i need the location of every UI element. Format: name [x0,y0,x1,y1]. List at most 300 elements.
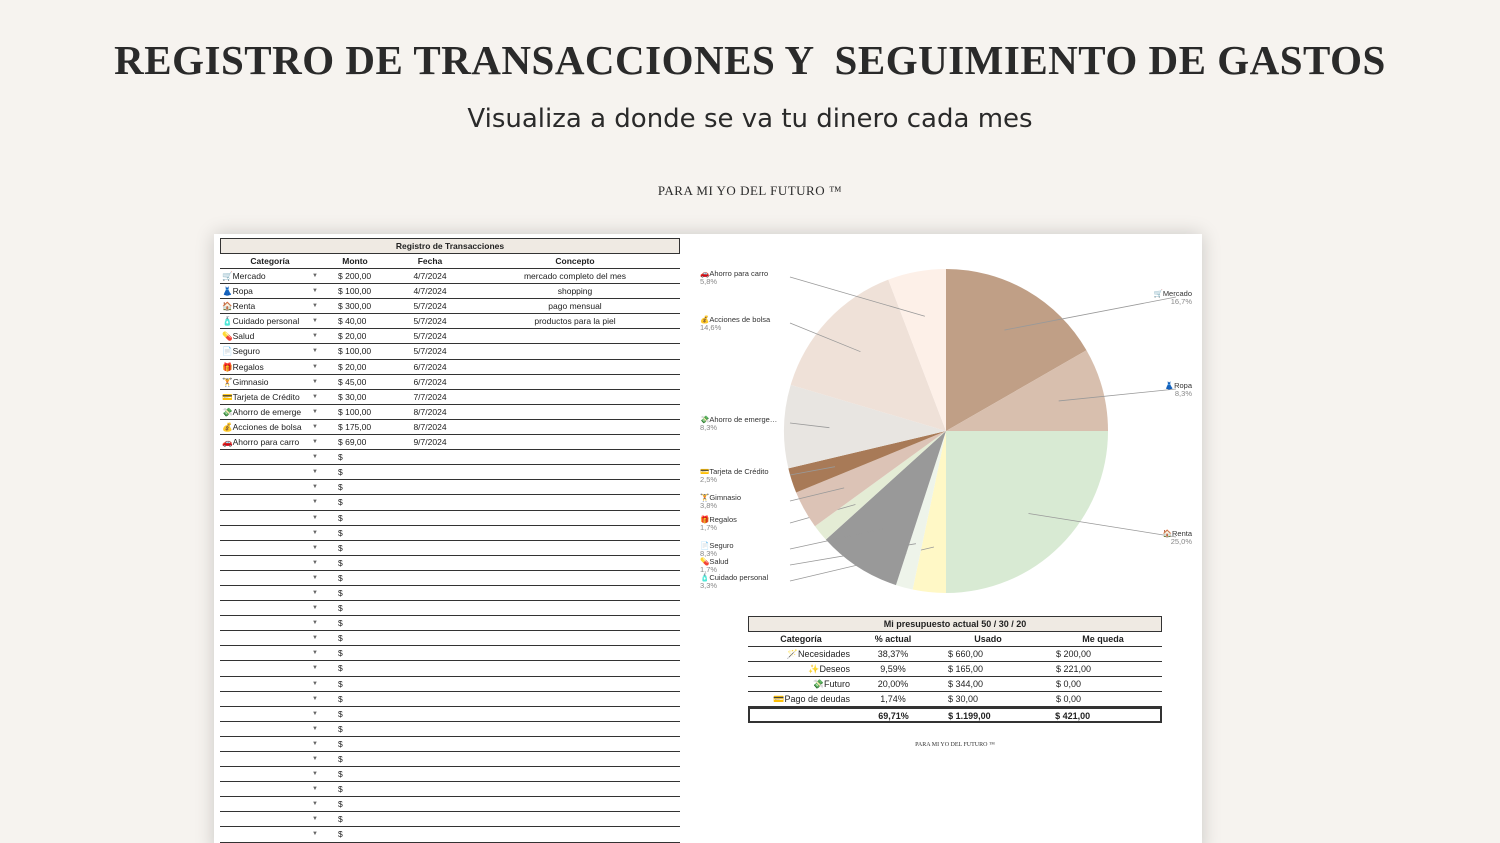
amount-cell[interactable]: $ [338,829,343,840]
pie-label-percent: 2,5% [700,475,718,484]
pie-label [700,574,768,590]
table-row [220,812,680,827]
concept-cell[interactable]: productos para la piel [534,316,616,327]
chevron-down-icon[interactable]: ▼ [312,771,318,778]
pie-label-icon: 💰 [700,315,710,324]
category-label: Cuidado personal [232,316,300,327]
sheet-brand-label: PARA MI YO DEL FUTURO ™ [915,742,995,748]
amount-cell[interactable]: $ 300,00 [338,301,372,312]
date-cell[interactable] [390,450,470,464]
date-cell[interactable]: 6/7/2024 [413,376,447,387]
chevron-down-icon[interactable]: ▼ [312,544,318,551]
category-label: Ahorro de emerge [232,406,302,417]
table-row [220,737,680,752]
amount-cell[interactable]: $ [338,512,343,523]
budget-used-cell: $ 344,00 [948,679,984,689]
brand-label: PARA MI YO DEL FUTURO ™ [657,183,843,198]
date-cell[interactable] [390,752,470,766]
category-cell[interactable] [220,827,320,841]
category-cell[interactable] [220,360,320,374]
category-icon: 📄 [222,346,233,357]
amount-cell[interactable]: $ 40,00 [338,316,367,327]
pie-label [700,468,769,484]
amount-cell[interactable]: $ [338,452,343,463]
table-row [220,541,680,556]
budget-used-cell: $ 660,00 [948,649,984,659]
pie-label-icon: 🏠 [1162,529,1172,538]
category-label: Salud [232,331,255,342]
category-cell[interactable] [220,375,320,389]
expense-pie-chart [694,248,1194,608]
category-cell[interactable] [220,465,320,479]
concept-cell[interactable] [470,390,680,404]
category-icon: 👗 [222,286,233,297]
amount-cell[interactable]: $ 45,00 [338,376,367,387]
category-label: Ropa [232,286,253,297]
amount-cell[interactable]: $ [338,648,343,659]
chevron-down-icon[interactable]: ▼ [312,454,318,461]
category-cell[interactable] [220,420,320,434]
chevron-down-icon[interactable]: ▼ [312,710,318,717]
budget-category-label: Futuro [823,679,850,689]
table-row [220,435,680,450]
budget-category-label: Pago de deudas [784,694,850,704]
pie-label-icon: 👗 [1164,381,1175,390]
date-cell[interactable] [390,767,470,781]
table-row [220,405,680,420]
pie-label [700,494,741,510]
date-cell[interactable] [390,797,470,811]
concept-cell[interactable] [470,360,680,374]
concept-cell[interactable] [470,767,680,781]
date-cell[interactable] [390,465,470,479]
amount-cell[interactable]: $ [338,769,343,780]
chevron-down-icon[interactable]: ▼ [312,273,318,279]
amount-cell[interactable]: $ [338,693,343,704]
concept-cell[interactable]: pago mensual [548,301,602,312]
concept-cell[interactable] [470,465,680,479]
table-row [220,420,680,435]
amount-cell[interactable]: $ [338,497,343,508]
table-row [220,495,680,510]
budget-header: Mi presupuesto actual 50 / 30 / 20 [748,616,1162,632]
amount-cell[interactable]: $ 69,00 [338,437,367,448]
concept-cell[interactable] [470,526,680,540]
category-cell[interactable] [220,450,320,464]
budget-column-headers [748,632,1162,647]
date-cell[interactable] [390,586,470,600]
date-cell[interactable]: 7/7/2024 [413,391,447,402]
pie-label-text: Acciones de bolsa [709,315,771,324]
category-cell[interactable] [220,571,320,585]
date-cell[interactable]: 5/7/2024 [413,301,447,312]
category-cell[interactable] [220,405,320,419]
concept-cell[interactable]: shopping [557,286,593,297]
budget-row [748,677,1162,692]
table-row [220,556,680,571]
category-icon: 🛒 [222,271,233,281]
concept-cell[interactable] [470,450,680,464]
chevron-down-icon[interactable]: ▼ [312,469,318,476]
date-cell[interactable]: 6/7/2024 [413,361,447,372]
concept-cell[interactable] [470,329,680,343]
table-row [220,631,680,646]
col-date: Fecha [417,256,443,266]
budget-category-icon: 💸 [812,679,824,689]
chevron-down-icon[interactable]: ▼ [312,605,318,612]
category-cell[interactable] [220,511,320,525]
pie-label-text: Mercado [1162,289,1192,298]
col-amount: Monto [342,256,368,266]
category-label: Gimnasio [232,376,269,387]
budget-category-icon: ✨ [808,664,820,674]
budget-category-icon: 💳 [773,694,785,704]
category-cell[interactable] [220,284,320,298]
amount-cell[interactable]: $ [338,784,343,795]
chevron-down-icon[interactable]: ▼ [312,408,318,415]
budget-used-cell: $ 30,00 [948,694,979,704]
date-cell[interactable] [390,692,470,706]
concept-cell[interactable] [470,495,680,509]
date-cell[interactable] [390,737,470,751]
amount-cell[interactable]: $ [338,587,343,598]
chevron-down-icon[interactable]: ▼ [312,393,318,400]
category-cell[interactable] [220,797,320,811]
category-icon: 🏋 [222,376,233,387]
budget-remaining-cell: $ 0,00 [1056,679,1082,689]
category-cell[interactable] [220,722,320,736]
chevron-down-icon[interactable]: ▼ [312,665,318,672]
chevron-down-icon[interactable]: ▼ [312,740,318,747]
chevron-down-icon[interactable]: ▼ [312,620,318,627]
concept-cell[interactable] [470,435,680,449]
chevron-down-icon[interactable]: ▼ [312,423,318,430]
budget-col-category: Categoría [780,634,822,644]
pie-label-text: Seguro [709,541,734,550]
category-cell[interactable] [220,480,320,494]
budget-category-cell [748,647,854,661]
concept-cell[interactable] [470,586,680,600]
category-icon: 💳 [222,391,233,402]
pie-label [700,542,734,558]
concept-cell[interactable] [470,797,680,811]
page-subtitle: Visualiza a donde se va tu dinero cada mes [467,104,1033,134]
date-cell[interactable] [390,646,470,660]
pie-label-percent: 3,8% [700,501,718,510]
category-icon: 🎁 [222,361,233,372]
category-cell[interactable] [220,344,320,358]
category-cell[interactable] [220,314,320,328]
amount-cell[interactable]: $ [338,467,343,478]
category-cell[interactable] [220,269,320,283]
concept-cell[interactable] [470,631,680,645]
chevron-down-icon[interactable]: ▼ [312,680,318,687]
amount-cell[interactable]: $ [338,754,343,764]
date-cell[interactable]: 5/7/2024 [413,346,447,357]
concept-cell[interactable] [470,707,680,721]
chevron-down-icon[interactable]: ▼ [312,514,318,521]
date-cell[interactable] [390,511,470,525]
pie-label-icon: 📄 [700,541,710,550]
date-cell[interactable] [390,526,470,540]
table-row [220,752,680,767]
concept-cell[interactable] [470,752,680,766]
category-cell[interactable] [220,646,320,660]
concept-cell[interactable] [470,420,680,434]
budget-col-remaining: Me queda [1082,634,1124,644]
table-row [220,722,680,737]
pie-label [700,516,737,532]
pie-label [700,316,770,332]
col-concept: Concepto [555,256,595,266]
date-cell[interactable]: 5/7/2024 [413,331,447,342]
chevron-down-icon[interactable]: ▼ [312,288,318,295]
date-cell[interactable] [390,556,470,570]
table-row [220,465,680,480]
budget-remaining-cell: $ 221,00 [1056,664,1092,674]
date-cell[interactable] [390,601,470,615]
category-cell[interactable] [220,299,320,313]
category-cell[interactable] [220,782,320,796]
table-row [220,269,680,284]
category-cell[interactable] [220,661,320,675]
concept-cell[interactable] [470,405,680,419]
date-cell[interactable]: 4/7/2024 [413,286,447,297]
amount-cell[interactable]: $ [338,527,343,538]
pie-label [700,416,777,432]
category-cell[interactable] [220,541,320,555]
concept-cell[interactable] [470,646,680,660]
chevron-down-icon[interactable]: ▼ [312,363,318,370]
chevron-down-icon[interactable]: ▼ [312,816,318,823]
amount-cell[interactable]: $ 200,00 [338,271,372,281]
budget-total-row [748,707,1162,723]
budget-category-icon: 🪄 [786,649,798,659]
pie-label-text: Ahorro para carro [709,269,769,278]
date-cell[interactable] [390,707,470,721]
concept-cell[interactable] [470,722,680,736]
chevron-down-icon[interactable]: ▼ [312,303,318,310]
category-cell[interactable] [220,752,320,766]
pie-label [700,558,729,574]
category-cell[interactable] [220,329,320,343]
category-cell[interactable] [220,677,320,691]
category-icon: 🧴 [222,316,233,327]
amount-cell[interactable]: $ 100,00 [338,406,372,417]
chevron-down-icon[interactable]: ▼ [312,348,318,355]
category-cell[interactable] [220,435,320,449]
chevron-down-icon[interactable]: ▼ [312,559,318,566]
chevron-down-icon[interactable]: ▼ [312,499,318,506]
category-cell[interactable] [220,707,320,721]
date-cell[interactable] [390,480,470,494]
date-cell[interactable] [390,616,470,630]
amount-cell[interactable]: $ 20,00 [338,361,367,372]
budget-row [748,662,1162,677]
category-cell[interactable] [220,390,320,404]
amount-cell[interactable]: $ [338,542,343,553]
table-row [220,450,680,465]
category-cell[interactable] [220,737,320,751]
concept-cell[interactable] [470,480,680,494]
amount-cell[interactable]: $ [338,603,343,614]
table-row [220,526,680,541]
pie-label-percent: 5,8% [700,277,718,286]
amount-cell[interactable]: $ [338,572,343,583]
chevron-down-icon[interactable]: ▼ [312,439,318,446]
concept-cell[interactable] [470,511,680,525]
chevron-down-icon[interactable]: ▼ [312,801,318,808]
concept-cell[interactable] [470,616,680,630]
chevron-down-icon[interactable]: ▼ [312,831,318,838]
category-icon: 💰 [222,421,233,432]
concept-cell[interactable] [470,344,680,358]
budget-total-category [750,709,855,721]
table-row [220,677,680,692]
date-cell[interactable]: 8/7/2024 [413,421,447,432]
budget-percent-cell: 9,59% [880,664,906,674]
category-cell[interactable] [220,526,320,540]
category-cell[interactable] [220,812,320,826]
category-label: Seguro [232,346,261,357]
date-cell[interactable] [390,571,470,585]
amount-cell[interactable]: $ 20,00 [338,331,367,342]
pie-label [1165,382,1192,398]
chevron-down-icon[interactable]: ▼ [312,756,318,762]
category-cell[interactable] [220,631,320,645]
chevron-down-icon[interactable]: ▼ [312,318,318,325]
date-cell[interactable]: 5/7/2024 [413,316,447,327]
amount-cell[interactable]: $ 100,00 [338,346,372,357]
date-cell[interactable] [390,782,470,796]
pie-label-percent: 16,7% [1170,297,1192,306]
budget-total-remaining: $ 421,00 [1055,711,1091,721]
concept-cell[interactable] [470,677,680,691]
pie-label-text: Tarjeta de Crédito [709,467,769,476]
table-row [220,767,680,782]
amount-cell[interactable]: $ 100,00 [338,286,372,297]
category-cell[interactable] [220,616,320,630]
table-row [220,375,680,390]
amount-cell[interactable]: $ [338,723,343,734]
table-row [220,571,680,586]
concept-cell[interactable] [470,827,680,841]
concept-cell[interactable] [470,737,680,751]
chevron-down-icon[interactable]: ▼ [312,786,318,793]
budget-remaining-cell: $ 200,00 [1056,649,1092,659]
chevron-down-icon[interactable]: ▼ [312,333,318,340]
pie-label-icon: 🧴 [700,573,710,582]
amount-cell[interactable]: $ [338,814,343,825]
date-cell[interactable]: 4/7/2024 [413,271,447,281]
chevron-down-icon[interactable]: ▼ [312,695,318,702]
amount-cell[interactable]: $ [338,557,343,568]
date-cell[interactable]: 9/7/2024 [413,437,447,448]
chevron-down-icon[interactable]: ▼ [312,484,318,491]
date-cell[interactable] [390,677,470,691]
date-cell[interactable] [390,661,470,675]
date-cell[interactable] [390,541,470,555]
concept-cell[interactable] [470,692,680,706]
date-cell[interactable] [390,722,470,736]
table-row [220,586,680,601]
pie-label [1163,530,1192,546]
amount-cell[interactable]: $ [338,738,343,749]
category-cell[interactable] [220,767,320,781]
category-icon: 🚗 [222,437,233,448]
category-cell[interactable] [220,586,320,600]
chevron-down-icon[interactable]: ▼ [312,589,318,596]
date-cell[interactable]: 8/7/2024 [413,406,447,417]
page-title: REGISTRO DE TRANSACCIONES Y SEGUIMIENTO DE GASTOS [114,37,1386,83]
chevron-down-icon[interactable]: ▼ [312,529,318,536]
category-cell[interactable] [220,495,320,509]
transactions-body [220,269,680,843]
amount-cell[interactable]: $ [338,708,343,719]
chevron-down-icon[interactable]: ▼ [312,725,318,732]
amount-cell[interactable]: $ [338,633,343,644]
pie-label-percent: 3,3% [700,581,718,590]
table-row [220,329,680,344]
chevron-down-icon[interactable]: ▼ [312,378,318,385]
amount-cell[interactable]: $ [338,799,343,810]
concept-cell[interactable] [470,601,680,615]
table-row [220,360,680,375]
pie-label-text: Renta [1171,529,1192,538]
budget-total-used: $ 1.199,00 [948,711,991,721]
chevron-down-icon[interactable]: ▼ [312,574,318,581]
category-label: Renta [232,301,256,312]
amount-cell[interactable]: $ 175,00 [338,421,372,432]
amount-cell[interactable]: $ [338,482,343,493]
concept-cell[interactable] [470,661,680,675]
date-cell[interactable] [390,827,470,841]
budget-category-cell [748,662,854,676]
table-row [220,299,680,314]
pie-slice-2 [946,431,1108,593]
concept-cell[interactable] [470,812,680,826]
transactions-header: Registro de Transacciones [220,238,680,254]
transactions-table [220,238,680,843]
concept-cell[interactable] [470,782,680,796]
concept-cell[interactable] [470,556,680,570]
table-row [220,661,680,676]
amount-cell[interactable]: $ 30,00 [338,391,367,402]
concept-cell[interactable] [470,375,680,389]
concept-cell[interactable] [470,571,680,585]
category-cell[interactable] [220,692,320,706]
pie-label-text: Ropa [1174,381,1192,390]
pie-label-percent: 25,0% [1170,537,1192,546]
date-cell[interactable] [390,812,470,826]
chevron-down-icon[interactable]: ▼ [312,650,318,657]
amount-cell[interactable]: $ [338,663,343,674]
budget-percent-cell: 38,37% [877,649,909,659]
concept-cell[interactable] [470,541,680,555]
table-row [220,782,680,797]
category-icon: 💊 [222,331,233,342]
date-cell[interactable] [390,495,470,509]
pie-label-icon: 💸 [700,415,710,424]
category-cell[interactable] [220,601,320,615]
table-row [220,692,680,707]
amount-cell[interactable]: $ [338,618,343,629]
concept-cell[interactable]: mercado completo del mes [523,271,627,281]
chevron-down-icon[interactable]: ▼ [312,635,318,642]
category-cell[interactable] [220,556,320,570]
amount-cell[interactable]: $ [338,678,343,689]
date-cell[interactable] [390,631,470,645]
